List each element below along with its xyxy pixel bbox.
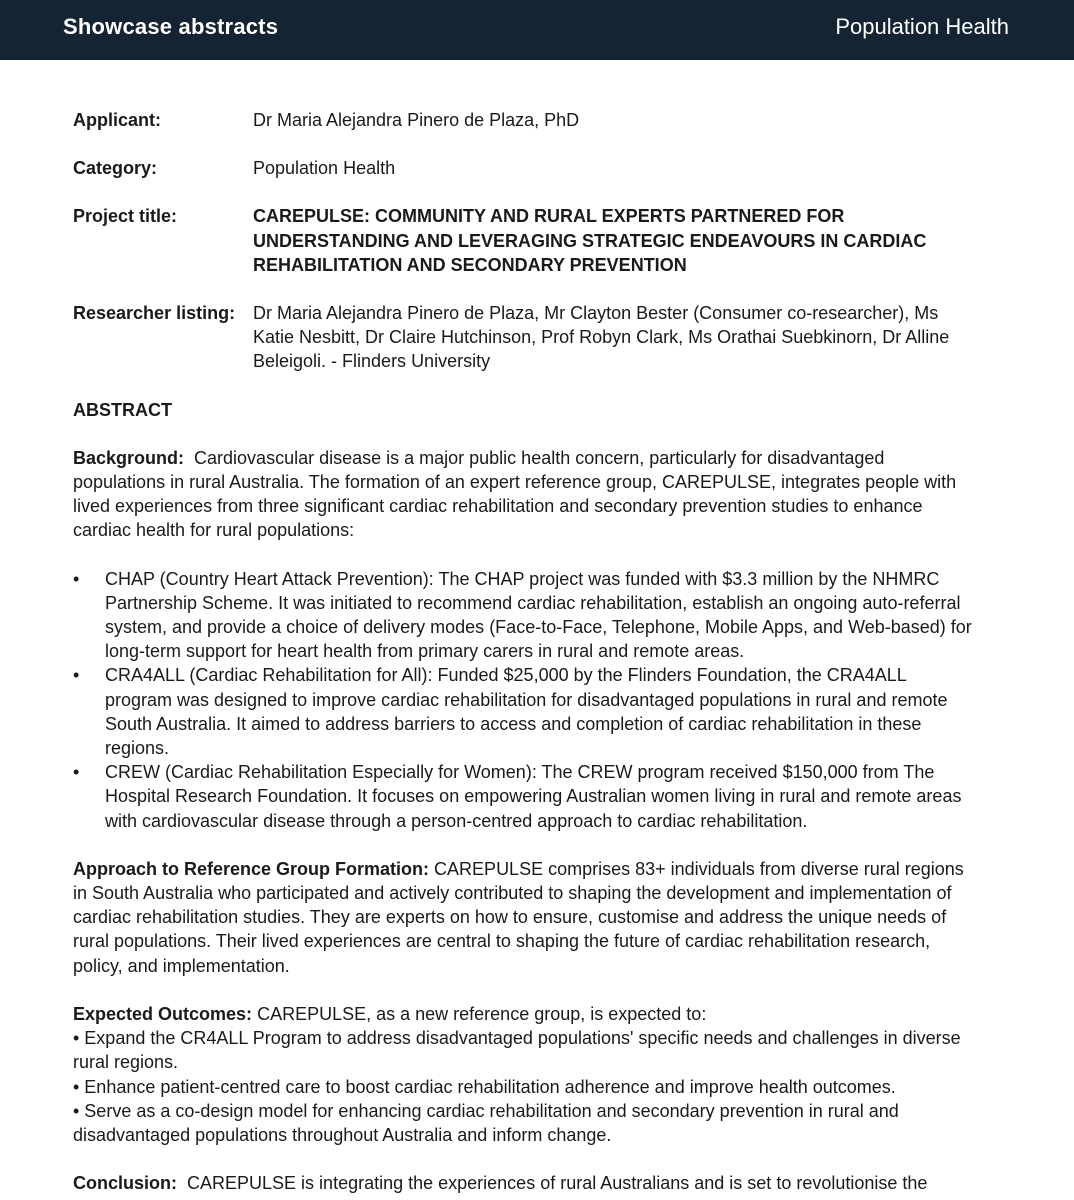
bullet-dot: • bbox=[73, 762, 80, 783]
approach-label: Approach to Reference Group Formation: bbox=[73, 858, 430, 879]
outcome-item: • Enhance patient-centred care to boost cardiac rehabilitation adherence and improve health outcomes. bbox=[73, 1076, 896, 1097]
bullet-dot: • bbox=[73, 665, 80, 686]
study-list bbox=[73, 567, 973, 833]
outcome-item: • Serve as a co-design model for enhancing cardiac rehabilitation and secondary prevention in rural and disadvantaged populations throughout Australia and inform change. bbox=[73, 1100, 899, 1145]
background-label: Background: bbox=[73, 447, 185, 468]
conclusion-text: CAREPULSE is integrating the experiences of rural Australians and is set to revolutionise the bbox=[187, 1173, 928, 1194]
applicant-value: Dr Maria Alejandra Pinero de Plaza, PhD bbox=[253, 110, 580, 130]
applicant-label: Applicant: bbox=[73, 110, 161, 130]
researcher-listing-value: Dr Maria Alejandra Pinero de Plaza, Mr Clayton Bester (Consumer co-researcher), Ms Katie Nesbitt, Dr Claire Hutchinson, Prof Robyn Clark, Ms Orathai Suebkinorn, Dr Alline Beleigoli. - Flinders University bbox=[253, 303, 950, 372]
list-item-text: CRA4ALL (Cardiac Rehabilitation for All): Funded $25,000 by the Flinders Foundation, the CRA4ALL program was designed to improve cardiac rehabilitation for disadvantaged populations in rural and remote South Australia. It aimed to address barriers to access and completion of cardiac rehabilitation in these regions. bbox=[105, 665, 948, 759]
background-text: Cardiovascular disease is a major public health concern, particularly for disadvantaged populations in rural Australia. The formation of an expert reference group, CAREPULSE, integrates people with lived experiences from three significant cardiac rehabilitation and secondary prevention studies to enhance cardiac health for rural populations: bbox=[73, 447, 957, 541]
researcher-listing-row bbox=[73, 301, 973, 374]
outcomes-label: Expected Outcomes: bbox=[73, 1003, 253, 1024]
category-row bbox=[73, 156, 973, 180]
list-item bbox=[73, 567, 973, 664]
project-title-value: CAREPULSE: COMMUNITY AND RURAL EXPERTS PARTNERED FOR UNDERSTANDING AND LEVERAGING STRATEGIC ENDEAVOURS IN CARDIAC REHABILITATION AND SECONDARY PREVENTION bbox=[253, 206, 927, 275]
outcome-item: • Expand the CR4ALL Program to address disadvantaged populations' specific needs and challenges in diverse rural regions. bbox=[73, 1028, 961, 1073]
approach-paragraph bbox=[73, 857, 973, 978]
category-label: Category: bbox=[73, 158, 158, 179]
conclusion-paragraph bbox=[73, 1171, 973, 1195]
list-item-text: CHAP (Country Heart Attack Prevention): The CHAP project was funded with $3.3 million by the NHMRC Partnership Scheme. It was initiated to recommend cardiac rehabilitation, establish an ongoing auto-referral system, and provide a choice of delivery modes (Face-to-Face, Telephone, Mobile Apps, and Web-based) for long-term support for heart health from primary carers in rural and remote areas. bbox=[105, 568, 972, 662]
approach-text: CAREPULSE comprises 83+ individuals from diverse rural regions in South Australia who participated and actively contributed to shaping the development and implementation of cardiac rehabilitation studies. They are experts on how to ensure, customise and address the unique needs of rural populations. Their lived experiences are central to shaping the future of cardiac rehabilitation research, policy, and implementation. bbox=[73, 858, 964, 976]
document-body bbox=[73, 108, 973, 1200]
background-paragraph bbox=[73, 446, 973, 543]
abstract-heading: ABSTRACT bbox=[73, 399, 172, 420]
header-bar bbox=[0, 0, 1074, 60]
list-item bbox=[73, 760, 973, 833]
project-title-row bbox=[73, 204, 973, 277]
header-category: Population Health bbox=[835, 14, 1009, 39]
outcomes-intro: CAREPULSE, as a new reference group, is expected to: bbox=[257, 1003, 707, 1024]
header-section-title: Showcase abstracts bbox=[63, 14, 279, 39]
list-item bbox=[73, 663, 973, 760]
category-value: Population Health bbox=[253, 158, 396, 179]
project-title-label: Project title: bbox=[73, 206, 178, 227]
researcher-listing-label: Researcher listing: bbox=[73, 303, 236, 324]
outcomes-paragraph bbox=[73, 1002, 973, 1147]
applicant-row bbox=[73, 108, 973, 132]
list-item-text: CREW (Cardiac Rehabilitation Especially for Women): The CREW program received $150,000 from The Hospital Research Foundation. It focuses on empowering Australian women living in rural and remote areas with cardiovascular disease through a person-centred approach to cardiac rehabilitation. bbox=[105, 762, 962, 831]
bullet-dot: • bbox=[73, 568, 80, 589]
conclusion-label: Conclusion: bbox=[73, 1173, 177, 1194]
